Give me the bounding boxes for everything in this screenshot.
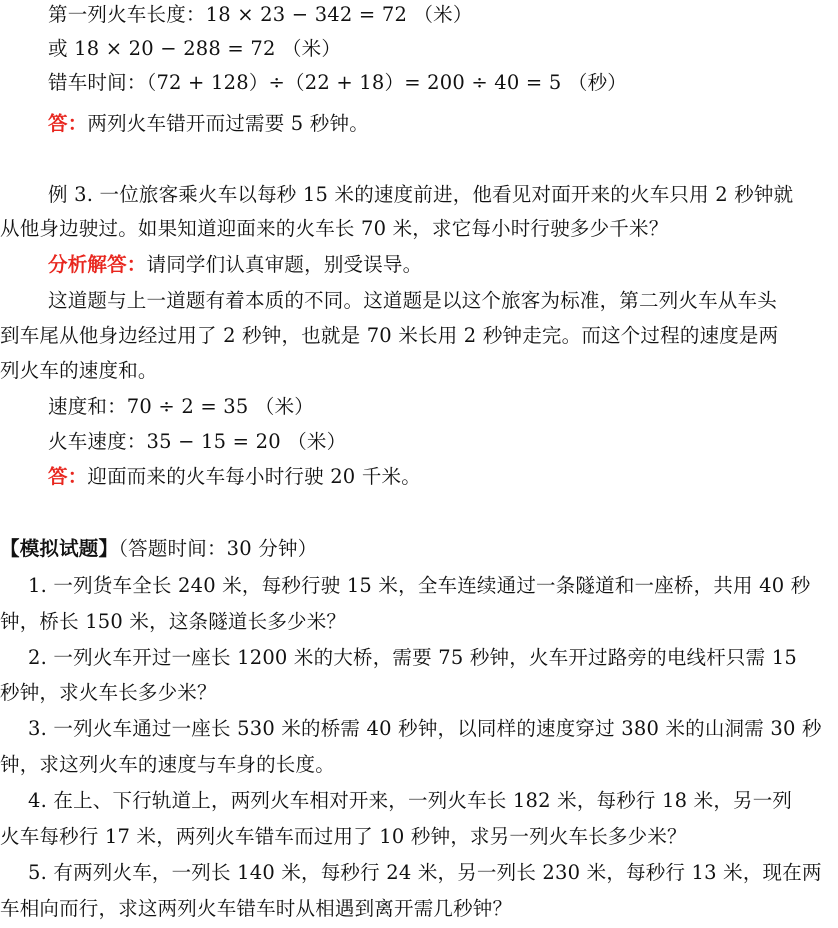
question-5-line2: 车相向而行，求这两列火车错车时从相遇到离开需几秒钟？ [0, 897, 513, 920]
answer-label: 答： [48, 112, 88, 135]
question-4-line2: 火车每秒行 17 米，两列火车错车而过用了 10 秒钟，求另一列火车长多少米？ [0, 825, 687, 848]
analysis-text: 请同学们认真审题，别受误导。 [146, 253, 423, 276]
analysis-label: 分析解答： [48, 253, 147, 276]
explanation-para2: 到车尾从他身边经过用了 2 秒钟，也就是 70 米长用 2 秒钟走完。而这个过程的速度是两 [0, 324, 779, 347]
question-5-line1: 5. 有两列火车，一列长 140 米，每秒行 24 米，另一列长 230 米，每秒行 13 米，现在两 [28, 861, 822, 884]
answer-text: 两列火车错开而过需要 5 秒钟。 [87, 112, 369, 135]
speed-sum-line: 速度和：70 ÷ 2 = 35 （米） [48, 395, 315, 418]
question-3-line1: 3. 一列火车通过一座长 530 米的桥需 40 秒钟，以同样的速度穿过 380 米的山洞需 30 秒 [28, 717, 822, 740]
train-speed-line: 火车速度：35 − 15 = 20 （米） [48, 430, 347, 453]
answer-line-ex3 [0, 464, 830, 490]
question-1-line2: 钟，桥长 150 米，这条隧道长多少米？ [0, 610, 347, 633]
mock-test-time: （答题时间：30 分钟） [118, 537, 318, 560]
question-1-line1: 1. 一列货车全长 240 米，每秒行驶 15 米，全车连续通过一条隧道和一座桥，共用 40 秒 [28, 574, 811, 597]
question-4-line1: 4. 在上、下行轨道上，两列火车相对开来，一列火车长 182 米，每秒行 18 米，另一列 [28, 789, 793, 812]
question-3-line2: 钟，求这列火车的速度与车身的长度。 [0, 753, 335, 776]
explanation-para3: 列火车的速度和。 [0, 359, 158, 382]
question-2-line1: 2. 一列火车开过一座长 1200 米的大桥，需要 75 秒钟，火车开过路旁的电线杆只需 15 [28, 646, 797, 669]
explanation-para1: 这道题与上一道题有着本质的不同。这道题是以这个旅客为标准，第二列火车从车头 [48, 289, 777, 312]
example3-line1: 例 3. 一位旅客乘火车以每秒 15 米的速度前进，他看见对面开来的火车只用 2 秒钟就 [48, 183, 794, 206]
answer-text: 迎面而来的火车每小时行驶 20 千米。 [87, 465, 421, 488]
alt-calculation-line: 或 18 × 20 − 288 = 72 （米） [48, 37, 342, 60]
question-2-line2: 秒钟，求火车长多少米？ [0, 681, 217, 704]
mock-test-title: 【模拟试题】 [0, 537, 119, 560]
mock-test-heading [0, 536, 830, 562]
analysis-line [0, 252, 830, 278]
passing-time-line: 错车时间：（72 + 128）÷（22 + 18）= 200 ÷ 40 = 5 （秒） [48, 71, 627, 94]
answer-label: 答： [48, 465, 88, 488]
train1-length-line: 第一列火车长度：18 × 23 − 342 = 72 （米） [48, 3, 473, 26]
answer-line-prev [0, 111, 830, 137]
example3-line2: 从他身边驶过。如果知道迎面来的火车长 70 米，求它每小时行驶多少千米？ [0, 217, 669, 240]
